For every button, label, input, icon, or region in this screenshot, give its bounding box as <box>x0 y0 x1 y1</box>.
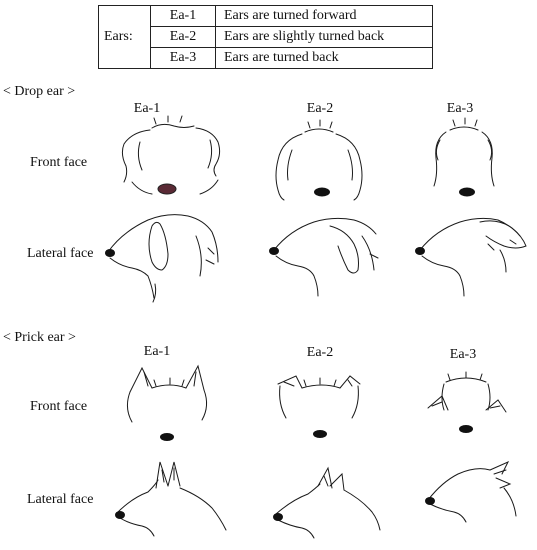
nose-icon <box>105 249 115 257</box>
drop-col-ea3: Ea-3 <box>446 101 474 116</box>
nose-icon <box>425 497 435 505</box>
nose-icon <box>115 511 125 519</box>
drop-front-ea3-sketch <box>434 118 494 197</box>
legend-desc: Ears are slightly turned back <box>216 27 433 48</box>
prick-col-ea1: Ea-1 <box>143 344 171 359</box>
prick-front-ea3-sketch <box>428 372 506 433</box>
drop-col-ea2: Ea-2 <box>306 101 334 116</box>
ears-label: Ears: <box>99 6 151 69</box>
legend-desc: Ears are turned forward <box>216 6 433 27</box>
nose-icon <box>273 513 283 521</box>
prick-lateral-ea2-sketch <box>273 468 380 538</box>
prick-front-ea1-sketch <box>127 366 206 441</box>
drop-ear-section-title: < Drop ear > <box>3 84 76 99</box>
nose-icon <box>415 247 425 255</box>
prick-col-ea3: Ea-3 <box>449 347 477 362</box>
drop-lateral-ea1-sketch <box>105 215 218 302</box>
nose-icon <box>158 184 176 194</box>
drop-lateral-ea2-sketch <box>269 218 378 296</box>
drop-row-lateral: Lateral face <box>27 246 94 261</box>
prick-lateral-ea1-sketch <box>115 462 226 536</box>
drop-col-ea1: Ea-1 <box>133 101 161 116</box>
nose-icon <box>459 188 475 197</box>
nose-icon <box>269 247 279 255</box>
drop-front-ea2-sketch <box>276 120 362 200</box>
drop-lateral-ea3-sketch <box>415 218 526 296</box>
prick-lateral-ea3-sketch <box>425 462 516 522</box>
nose-icon <box>459 425 473 433</box>
legend-code: Ea-2 <box>151 27 216 48</box>
prick-row-front: Front face <box>30 399 88 414</box>
drop-row-front: Front face <box>30 155 88 170</box>
legend-desc: Ears are turned back <box>216 48 433 69</box>
prick-front-ea2-sketch <box>278 376 360 438</box>
prick-ear-section-title: < Prick ear > <box>3 330 76 345</box>
legend-code: Ea-3 <box>151 48 216 69</box>
nose-icon <box>313 430 327 438</box>
nose-icon <box>314 188 330 197</box>
legend-code: Ea-1 <box>151 6 216 27</box>
drop-front-ea1-sketch <box>122 116 219 194</box>
prick-row-lateral: Lateral face <box>27 492 94 507</box>
prick-col-ea2: Ea-2 <box>306 345 334 360</box>
nose-icon <box>160 433 174 441</box>
